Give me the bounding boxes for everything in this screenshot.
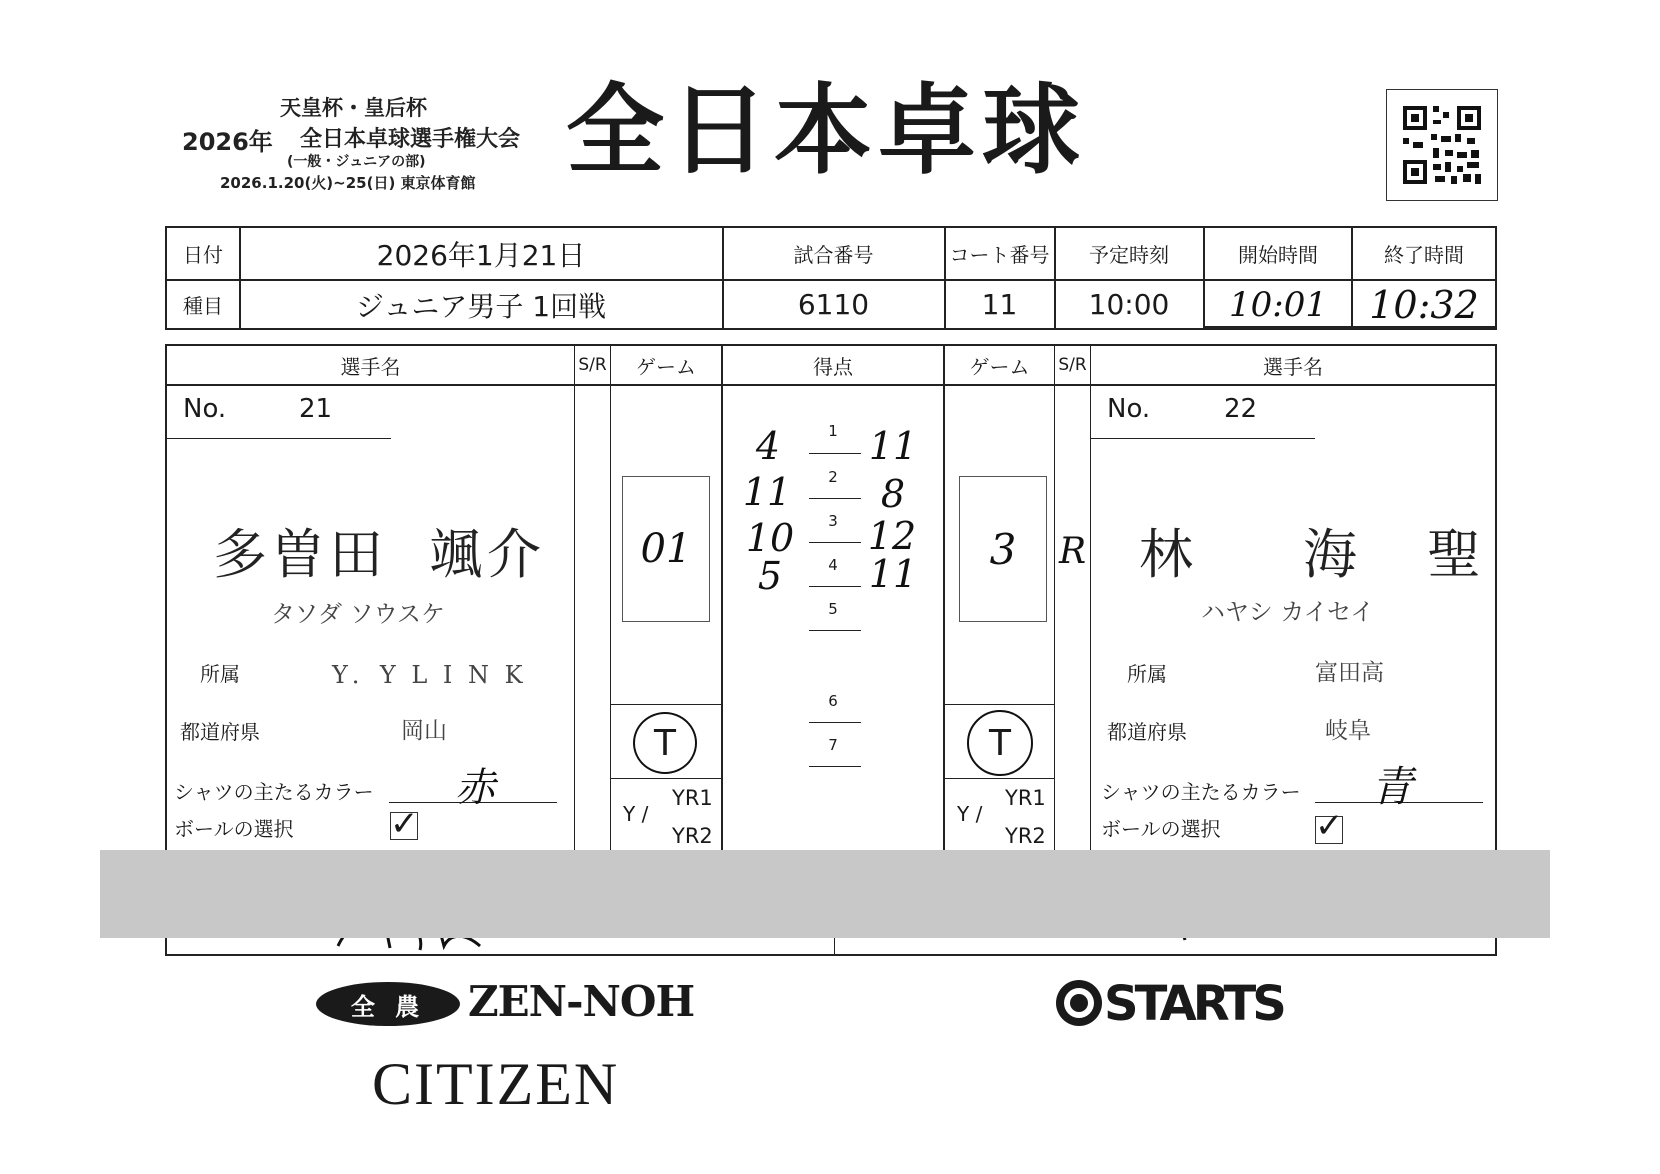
right-player-kana: ハヤシ カイセイ [1201,598,1375,626]
redaction-bar [100,850,1550,938]
game-2-right-score: 8 [880,472,906,516]
left-prefecture: 岡山 [401,718,447,744]
right-card-y: Y / [957,802,983,826]
left-ball-check: ✓ [390,804,419,844]
left-card-yr1: YR1 [672,786,713,810]
tournament-division: (一般・ジュニアの部) [287,154,426,170]
game-3-right-score: 12 [867,514,917,558]
match-number-value: 6110 [797,288,870,321]
left-affiliation: Y．Y L I N K [332,661,527,689]
end-time-label: 終了時間 [1384,243,1464,267]
left-player-name-given: 颯介 [429,523,545,586]
left-card-yr2: YR2 [672,824,713,848]
event-value: ジュニア男子 1回戦 [355,289,607,323]
game-4-right-score: 11 [868,552,918,596]
game-2-label: 2 [828,468,838,486]
right-timeout-circle [967,710,1033,776]
right-ball-check: ✓ [1315,806,1344,846]
left-timeout-mark: T [654,722,676,764]
start-time-value: 10:01 [1229,284,1327,325]
starts-logo: STARTS [1104,976,1283,1032]
points-column [723,386,943,851]
cup-name: 天皇杯・皇后杯 [280,96,427,120]
game-1-left-score: 4 [755,424,781,468]
right-timeout-mark: T [989,722,1011,764]
court-number-value: 11 [981,288,1018,321]
game-2-left-score: 11 [742,470,792,514]
event-label: 種目 [183,294,223,318]
right-card-yr1: YR1 [1005,786,1046,810]
scheduled-time-value: 10:00 [1088,288,1170,321]
left-player-no: 21 [299,394,333,424]
right-player-no: 22 [1224,394,1258,424]
left-card-y: Y / [623,802,649,826]
scheduled-time-label: 予定時刻 [1089,243,1169,267]
right-player-no-label: No. [1107,394,1151,424]
game-3-left-score: 10 [745,516,795,560]
right-prefecture-label: 都道府県 [1107,720,1187,744]
tournament-logo-title: 全日本卓球 [566,74,1087,188]
left-player-no-label: No. [183,394,227,424]
start-time-label: 開始時間 [1238,243,1318,267]
right-player-name-header: 選手名 [1263,354,1323,379]
zennoh-mark-text: 全 農 [350,992,426,1021]
game-3-label: 3 [828,512,838,530]
left-game-header: ゲーム [636,354,696,379]
game-4-left-score: 5 [757,554,783,598]
date-label: 日付 [183,243,223,267]
date-value: 2026年1月21日 [376,238,586,272]
tournament-name: 全日本卓球選手権大会 [300,127,521,152]
zennoh-logo: ZEN-NOH [468,977,695,1026]
game-1-label: 1 [828,422,838,440]
tournament-dates: 2026.1.20(火)~25(日) 東京体育館 [220,174,476,192]
left-sr-header: S/R [578,355,607,375]
right-card-yr2: YR2 [1005,824,1046,848]
left-ball-label: ボールの選択 [174,817,294,841]
right-affiliation-label: 所属 [1127,662,1167,686]
left-player-name-family: 多曽田 [213,523,387,586]
left-shirt-color: 赤 [455,765,495,811]
tournament-year: 2026年 [182,128,273,156]
points-header: 得点 [813,354,853,379]
right-sr-header: S/R [1058,355,1087,375]
zennoh-mark [316,982,460,1026]
right-affiliation: 富田高 [1315,660,1384,686]
right-sr-mark: R [1058,530,1087,572]
end-time-value: 10:32 [1369,282,1479,327]
game-1-right-score: 11 [868,424,918,468]
game-6-label: 6 [828,692,838,710]
starts-circle-icon [1056,980,1102,1026]
left-prefecture-label: 都道府県 [180,720,260,744]
right-shirt-label: シャツの主たるカラー [1101,780,1301,804]
right-player-name-family: 林 [1139,523,1193,586]
citizen-logo: CITIZEN [372,1051,620,1117]
right-games-won: 3 [989,524,1017,574]
right-game-header: ゲーム [969,354,1030,379]
match-number-label: 試合番号 [793,243,874,267]
right-prefecture: 岐阜 [1325,718,1371,744]
match-info-table [165,226,1497,330]
right-shirt-color: 青 [1371,762,1414,811]
left-timeout-circle [633,712,697,774]
left-player-kana: タソダ ソウスケ [271,600,445,628]
game-7-label: 7 [828,736,838,754]
left-affiliation-label: 所属 [200,662,240,686]
right-player-name-given: 海 聖 [1303,523,1489,586]
qr-code [1386,89,1498,201]
game-5-label: 5 [828,600,838,618]
left-games-won: 01 [640,526,692,572]
left-player-name-header: 選手名 [340,354,401,379]
left-shirt-label: シャツの主たるカラー [174,780,374,804]
right-ball-label: ボールの選択 [1101,817,1221,841]
court-number-label: コート番号 [949,243,1050,267]
game-4-label: 4 [828,556,838,574]
